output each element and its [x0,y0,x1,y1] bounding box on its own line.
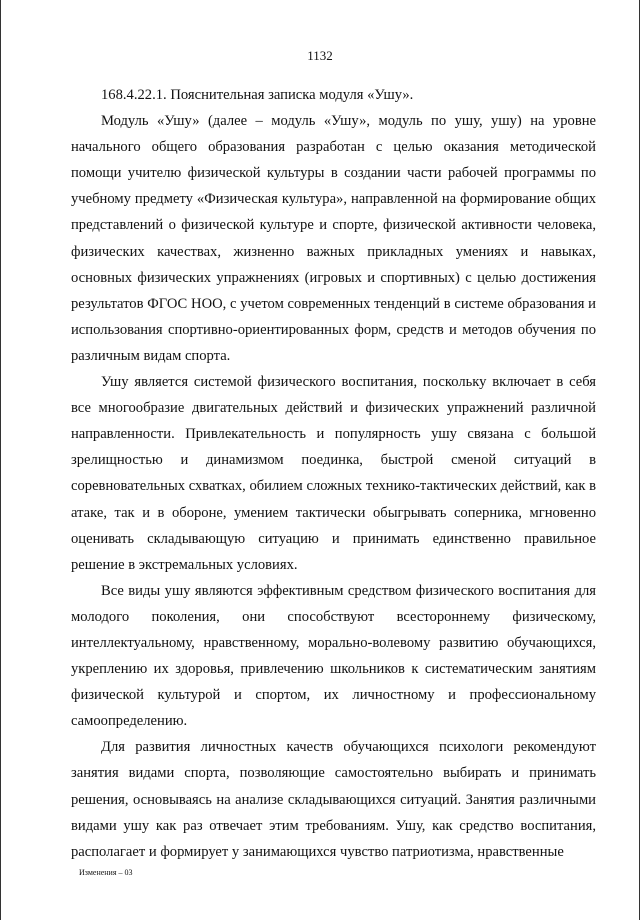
paragraph-3: Все виды ушу являются эффективным средством физического воспитания для молодого поколения, они способствуют всестороннему физическому, интеллектуальному, нравственному, морально-волевому развитию обучающихся, укреплению их здоровья, привлечению школьников к систематическим занятиям физической культурой и спортом, их личностному и профессиональному самоопределению. [71,582,596,730]
paragraph-2: Ушу является системой физического воспитания, поскольку включает в себя все многообразие двигательных действий и физических упражнений различной направленности. Привлекательность и популярность ушу связана с большой зрелищностью и динамизмом поединка, быстрой сменой ситуаций в соревновательных схватках, обилием сложных технико-тактических действий, как в атаке, так и в обороне, умением тактически обыгрывать соперника, мгновенно оценивать складывающую ситуацию и принимать единственно правильное решение в экстремальных условиях. [71,374,596,573]
footer-revision-note: Изменения – 03 [79,868,133,877]
section-heading: 168.4.22.1. Пояснительная записка модуля «Ушу». [101,87,414,103]
paragraph-1: Модуль «Ушу» (далее – модуль «Ушу», модуль по ушу, ушу) на уровне начального общего образования разработан с целью оказания методической помощи учителю физической культуры в создании части рабочей программы по учебному предмету «Физическая культура», направленной на формирование общих представлений о физической культуре и спорте, физической активности человека, физических качествах, жизненно важных прикладных умениях и навыках, основных физических упражнениях (игровых и спортивных) с целью достижения результатов ФГОС НОО, с учетом современных тенденций в системе образования и использования спортивно-ориентированных форм, средств и методов обучения по различным видам спорта. [71,113,596,364]
paragraph-4: Для развития личностных качеств обучающихся психологи рекомендуют занятия видами спорта, позволяющие самостоятельно выбирать и принимать решения, основываясь на анализе складывающихся ситуаций. Занятия различными видами ушу как раз отвечает этим требованиям. Ушу, как средство воспитания, располагает и формирует у занимающихся чувство патриотизма, нравственные [71,739,596,860]
document-body [71,82,596,865]
page-number: 1132 [307,48,333,63]
